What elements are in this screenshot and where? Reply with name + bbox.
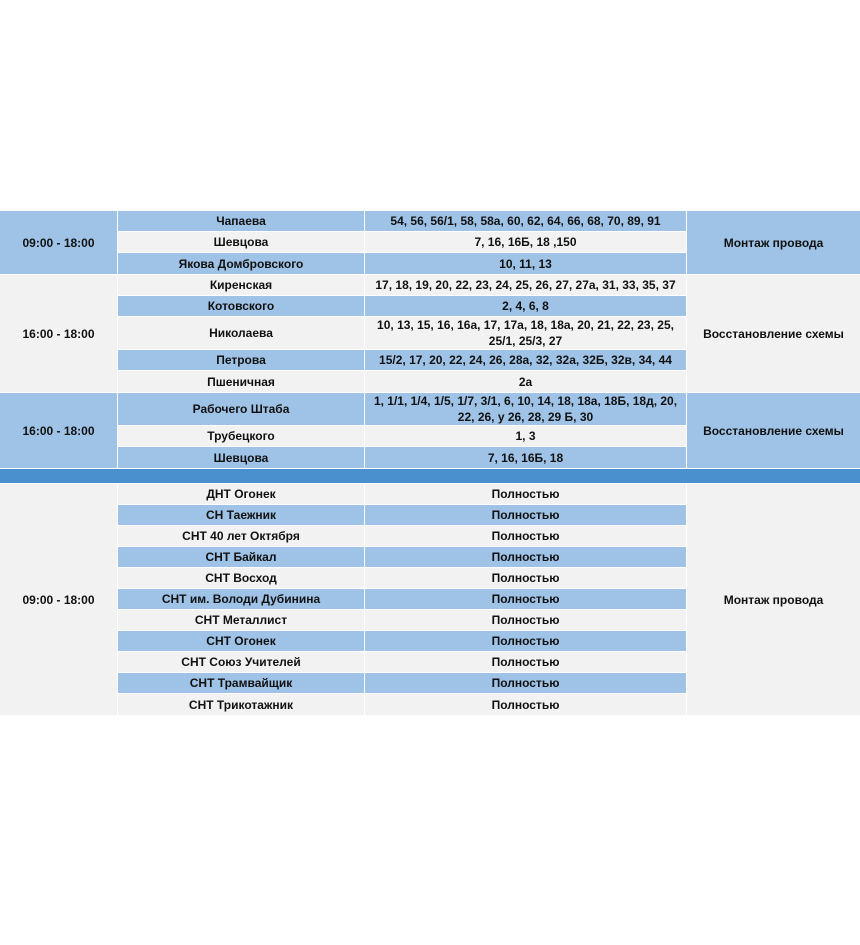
address-rows [118, 275, 686, 392]
table-row [118, 253, 686, 274]
table-row [118, 296, 686, 317]
street-cell: СНТ им. Володи Дубинина [118, 589, 365, 609]
street-cell: Пшеничная [118, 371, 365, 392]
street-cell: СНТ Трикотажник [118, 694, 365, 715]
street-cell: Николаева [118, 317, 365, 349]
houses-cell: Полностью [491, 508, 560, 522]
houses-cell: Полностью [491, 634, 560, 648]
table-row [118, 631, 686, 652]
street-cell: Шевцова [118, 232, 365, 252]
houses-cell: Полностью [491, 613, 560, 627]
houses-cell: 17, 18, 19, 20, 22, 23, 24, 25, 26, 27, 27а, 31, 33, 35, 37 [375, 278, 676, 292]
table-row [118, 211, 686, 232]
street-cell: Рабочего Штаба [118, 393, 365, 425]
table-row [118, 232, 686, 253]
table-row [118, 547, 686, 568]
houses-cell: Полностью [491, 529, 560, 543]
table-row [118, 317, 686, 350]
street-cell: Шевцова [118, 447, 365, 468]
work-type-cell: Монтаж провода [686, 484, 860, 715]
table-row [118, 447, 686, 468]
houses-cell: Полностью [491, 697, 560, 712]
street-cell: СНТ Трамвайщик [118, 673, 365, 693]
houses-cell: 7, 16, 16Б, 18 ,150 [474, 235, 577, 249]
schedule-group [0, 483, 860, 715]
address-rows [118, 211, 686, 274]
houses-cell: Полностью [491, 571, 560, 585]
houses-cell: 2а [518, 374, 533, 389]
table-row [118, 393, 686, 426]
houses-cell: Полностью [491, 676, 560, 690]
street-cell: Чапаева [118, 211, 365, 231]
houses-cell: 10, 11, 13 [499, 256, 552, 271]
work-type-cell: Восстановление схемы [686, 275, 860, 392]
street-cell: СНТ Восход [118, 568, 365, 588]
time-cell: 09:00 - 18:00 [0, 484, 118, 715]
table-row [118, 568, 686, 589]
street-cell: Трубецкого [118, 426, 365, 446]
street-cell: СНТ Байкал [118, 547, 365, 567]
time-cell: 16:00 - 18:00 [0, 275, 118, 392]
schedule-group [0, 210, 860, 274]
table-row [118, 673, 686, 694]
houses-cell: 1, 3 [515, 429, 536, 443]
houses-cell: Полностью [491, 592, 560, 606]
table-row [118, 426, 686, 447]
street-cell: ДНТ Огонек [118, 484, 365, 504]
street-cell: СНТ Металлист [118, 610, 365, 630]
work-type-cell: Восстановление схемы [686, 393, 860, 468]
houses-cell: Полностью [491, 550, 560, 564]
houses-cell: 2, 4, 6, 8 [502, 299, 549, 313]
address-rows [118, 393, 686, 468]
time-cell: 09:00 - 18:00 [0, 211, 118, 274]
houses-cell: 15/2, 17, 20, 22, 24, 26, 28а, 32, 32а, 32Б, 32в, 34, 44 [379, 353, 672, 367]
table-row [118, 275, 686, 296]
street-cell: СНТ Огонек [118, 631, 365, 651]
table-row [118, 484, 686, 505]
street-cell: Якова Домбровского [118, 253, 365, 274]
table-row [118, 610, 686, 631]
table-row [118, 526, 686, 547]
table-row [118, 371, 686, 392]
street-cell: Петрова [118, 350, 365, 370]
houses-cell: 7, 16, 16Б, 18 [487, 450, 564, 465]
houses-cell: Полностью [491, 655, 560, 669]
table-row [118, 694, 686, 715]
houses-cell: 10, 13, 15, 16, 16а, 17, 17а, 18, 18а, 20, 21, 22, 23, 25, 25/1, 25/3, 27 [377, 318, 674, 348]
address-rows [118, 484, 686, 715]
section-divider [0, 468, 860, 483]
table-row [118, 652, 686, 673]
street-cell: СН Таежник [118, 505, 365, 525]
schedule-group [0, 274, 860, 392]
houses-cell: Полностью [491, 487, 560, 501]
outage-schedule-table [0, 210, 860, 715]
table-row [118, 350, 686, 371]
table-row [118, 589, 686, 610]
houses-cell: 1, 1/1, 1/4, 1/5, 1/7, 3/1, 6, 10, 14, 18, 18а, 18Б, 18д, 20, 22, 26, у 26, 28, 29 Б, 30 [373, 394, 678, 424]
street-cell: Котовского [118, 296, 365, 316]
street-cell: СНТ Союз Учителей [118, 652, 365, 672]
work-type-cell: Монтаж провода [686, 211, 860, 274]
street-cell: Киренская [118, 275, 365, 295]
table-row [118, 505, 686, 526]
street-cell: СНТ 40 лет Октября [118, 526, 365, 546]
time-cell: 16:00 - 18:00 [0, 393, 118, 468]
houses-cell: 54, 56, 56/1, 58, 58а, 60, 62, 64, 66, 68, 70, 89, 91 [390, 214, 661, 228]
schedule-group [0, 392, 860, 468]
